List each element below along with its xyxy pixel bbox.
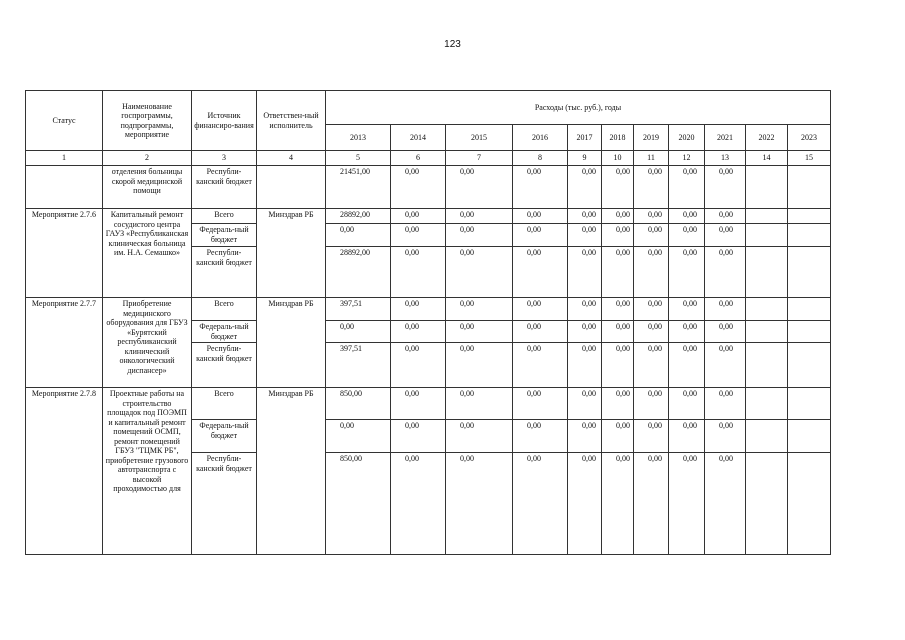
year-header: 2014 [391, 125, 446, 151]
value-cell [788, 388, 831, 420]
column-number: 10 [602, 151, 634, 166]
status-cell: Мероприятие 2.7.8 [26, 388, 103, 555]
header-executor: Ответствен-ный исполнитель [257, 91, 326, 151]
value-cell [746, 420, 788, 453]
column-number: 5 [326, 151, 391, 166]
value-cell: 0,00 [391, 343, 446, 388]
value-cell: 0,00 [705, 224, 746, 247]
value-cell [746, 453, 788, 555]
source-cell: Федераль-ный бюджет [192, 321, 257, 343]
value-cell: 0,00 [669, 166, 705, 209]
source-cell: Всего [192, 298, 257, 321]
year-header: 2022 [746, 125, 788, 151]
value-cell: 0,00 [568, 321, 602, 343]
source-cell: Республи-канский бюджет [192, 247, 257, 298]
source-cell: Федераль-ный бюджет [192, 224, 257, 247]
year-header: 2013 [326, 125, 391, 151]
value-cell [746, 166, 788, 209]
column-number: 11 [634, 151, 669, 166]
value-cell [746, 298, 788, 321]
name-cell: Проектные работы на строительство площадок под ПОЭМП и капитальный ремонт помещений ОСМП, ремонт помещений ГБУЗ "ТЦМК РБ", приобретение грузового автотранспорта с высокой проходимостью для [103, 388, 192, 555]
value-cell: 850,00 [326, 388, 391, 420]
year-header: 2015 [446, 125, 513, 151]
source-cell: Всего [192, 209, 257, 224]
value-cell: 0,00 [634, 388, 669, 420]
value-cell: 21451,00 [326, 166, 391, 209]
value-cell: 0,00 [513, 388, 568, 420]
value-cell: 0,00 [391, 247, 446, 298]
value-cell: 0,00 [446, 166, 513, 209]
value-cell [788, 224, 831, 247]
value-cell: 0,00 [446, 453, 513, 555]
value-cell: 28892,00 [326, 209, 391, 224]
value-cell: 0,00 [705, 298, 746, 321]
value-cell: 0,00 [568, 166, 602, 209]
value-cell: 0,00 [705, 247, 746, 298]
column-number: 9 [568, 151, 602, 166]
value-cell: 0,00 [602, 209, 634, 224]
value-cell: 0,00 [513, 166, 568, 209]
value-cell: 0,00 [602, 388, 634, 420]
name-cell: отделения больницы скорой медицинской помощи [103, 166, 192, 209]
value-cell [746, 209, 788, 224]
value-cell: 0,00 [669, 321, 705, 343]
value-cell: 0,00 [568, 453, 602, 555]
value-cell: 0,00 [705, 388, 746, 420]
header-status: Статус [26, 91, 103, 151]
column-number: 13 [705, 151, 746, 166]
value-cell: 0,00 [446, 388, 513, 420]
column-number: 8 [513, 151, 568, 166]
value-cell: 0,00 [669, 420, 705, 453]
value-cell: 0,00 [568, 343, 602, 388]
value-cell: 0,00 [446, 321, 513, 343]
value-cell: 0,00 [602, 247, 634, 298]
column-number: 3 [192, 151, 257, 166]
value-cell: 0,00 [705, 343, 746, 388]
value-cell: 0,00 [568, 209, 602, 224]
value-cell: 0,00 [513, 298, 568, 321]
value-cell: 0,00 [602, 420, 634, 453]
table-row [26, 388, 831, 420]
value-cell: 0,00 [513, 420, 568, 453]
value-cell: 0,00 [446, 209, 513, 224]
value-cell: 0,00 [446, 298, 513, 321]
source-cell: Федераль-ный бюджет [192, 420, 257, 453]
value-cell: 0,00 [669, 247, 705, 298]
value-cell: 0,00 [602, 343, 634, 388]
value-cell: 0,00 [513, 453, 568, 555]
table-row [26, 209, 831, 224]
value-cell: 0,00 [391, 298, 446, 321]
table-row [26, 166, 831, 209]
executor-cell [257, 166, 326, 209]
year-header: 2023 [788, 125, 831, 151]
column-number: 7 [446, 151, 513, 166]
header-expenses: Расходы (тыс. руб.), годы [326, 91, 831, 125]
value-cell: 0,00 [513, 321, 568, 343]
value-cell: 0,00 [568, 247, 602, 298]
column-number: 14 [746, 151, 788, 166]
value-cell: 0,00 [705, 453, 746, 555]
column-number: 4 [257, 151, 326, 166]
budget-table [25, 90, 831, 555]
value-cell [746, 343, 788, 388]
value-cell: 0,00 [669, 343, 705, 388]
value-cell: 0,00 [634, 343, 669, 388]
value-cell: 0,00 [326, 224, 391, 247]
source-cell: Республи-канский бюджет [192, 343, 257, 388]
value-cell [788, 321, 831, 343]
value-cell: 0,00 [391, 209, 446, 224]
value-cell: 0,00 [634, 321, 669, 343]
value-cell: 0,00 [391, 453, 446, 555]
value-cell: 0,00 [326, 420, 391, 453]
year-header: 2021 [705, 125, 746, 151]
value-cell: 397,51 [326, 343, 391, 388]
value-cell: 0,00 [568, 420, 602, 453]
year-header: 2016 [513, 125, 568, 151]
status-cell: Мероприятие 2.7.7 [26, 298, 103, 388]
executor-cell: Минздрав РБ [257, 209, 326, 298]
status-cell: Мероприятие 2.7.6 [26, 209, 103, 298]
value-cell: 0,00 [513, 209, 568, 224]
executor-cell: Минздрав РБ [257, 298, 326, 388]
value-cell: 0,00 [568, 224, 602, 247]
value-cell: 0,00 [705, 209, 746, 224]
value-cell: 0,00 [634, 247, 669, 298]
executor-cell: Минздрав РБ [257, 388, 326, 555]
value-cell: 397,51 [326, 298, 391, 321]
value-cell [788, 209, 831, 224]
source-cell: Республи-канский бюджет [192, 166, 257, 209]
value-cell: 0,00 [634, 209, 669, 224]
value-cell: 0,00 [446, 247, 513, 298]
source-cell: Республи-канский бюджет [192, 453, 257, 555]
value-cell: 0,00 [602, 166, 634, 209]
value-cell [746, 321, 788, 343]
value-cell: 0,00 [669, 388, 705, 420]
column-number: 6 [391, 151, 446, 166]
header-name: Наименование госпрограммы, подпрограммы, мероприятие [103, 91, 192, 151]
value-cell [746, 388, 788, 420]
value-cell: 0,00 [513, 247, 568, 298]
value-cell [788, 343, 831, 388]
value-cell [746, 247, 788, 298]
name-cell: Приобретение медицинского оборудования для ГБУЗ «Бурятский республиканский клинический онкологический диспансер» [103, 298, 192, 388]
value-cell: 850,00 [326, 453, 391, 555]
table-row [26, 298, 831, 321]
value-cell [788, 298, 831, 321]
year-header: 2019 [634, 125, 669, 151]
value-cell: 0,00 [705, 420, 746, 453]
value-cell: 0,00 [391, 321, 446, 343]
page-number: 123 [444, 39, 461, 50]
column-number: 2 [103, 151, 192, 166]
value-cell [788, 247, 831, 298]
value-cell: 0,00 [391, 166, 446, 209]
header-source: Источник финансиро-вания [192, 91, 257, 151]
value-cell: 0,00 [391, 388, 446, 420]
year-header: 2017 [568, 125, 602, 151]
value-cell: 0,00 [513, 224, 568, 247]
value-cell: 0,00 [602, 298, 634, 321]
value-cell: 0,00 [602, 224, 634, 247]
value-cell [788, 166, 831, 209]
value-cell: 0,00 [669, 298, 705, 321]
year-header: 2020 [669, 125, 705, 151]
value-cell: 0,00 [634, 420, 669, 453]
value-cell: 28892,00 [326, 247, 391, 298]
value-cell: 0,00 [446, 420, 513, 453]
value-cell: 0,00 [669, 209, 705, 224]
value-cell: 0,00 [669, 453, 705, 555]
value-cell: 0,00 [602, 453, 634, 555]
value-cell: 0,00 [634, 166, 669, 209]
year-header: 2018 [602, 125, 634, 151]
value-cell: 0,00 [568, 388, 602, 420]
value-cell: 0,00 [326, 321, 391, 343]
value-cell: 0,00 [568, 298, 602, 321]
source-cell: Всего [192, 388, 257, 420]
column-number: 1 [26, 151, 103, 166]
value-cell: 0,00 [634, 224, 669, 247]
value-cell: 0,00 [602, 321, 634, 343]
value-cell: 0,00 [669, 224, 705, 247]
value-cell: 0,00 [391, 224, 446, 247]
value-cell: 0,00 [705, 321, 746, 343]
status-cell [26, 166, 103, 209]
value-cell [746, 224, 788, 247]
value-cell: 0,00 [634, 298, 669, 321]
value-cell: 0,00 [391, 420, 446, 453]
value-cell [788, 420, 831, 453]
column-number: 12 [669, 151, 705, 166]
value-cell [788, 453, 831, 555]
value-cell: 0,00 [513, 343, 568, 388]
value-cell: 0,00 [634, 453, 669, 555]
column-number: 15 [788, 151, 831, 166]
value-cell: 0,00 [446, 224, 513, 247]
name-cell: Капитальный ремонт сосудистого центра ГАУЗ «Республиканская клиническая больница им. Н.А. Семашко» [103, 209, 192, 298]
value-cell: 0,00 [446, 343, 513, 388]
value-cell: 0,00 [705, 166, 746, 209]
